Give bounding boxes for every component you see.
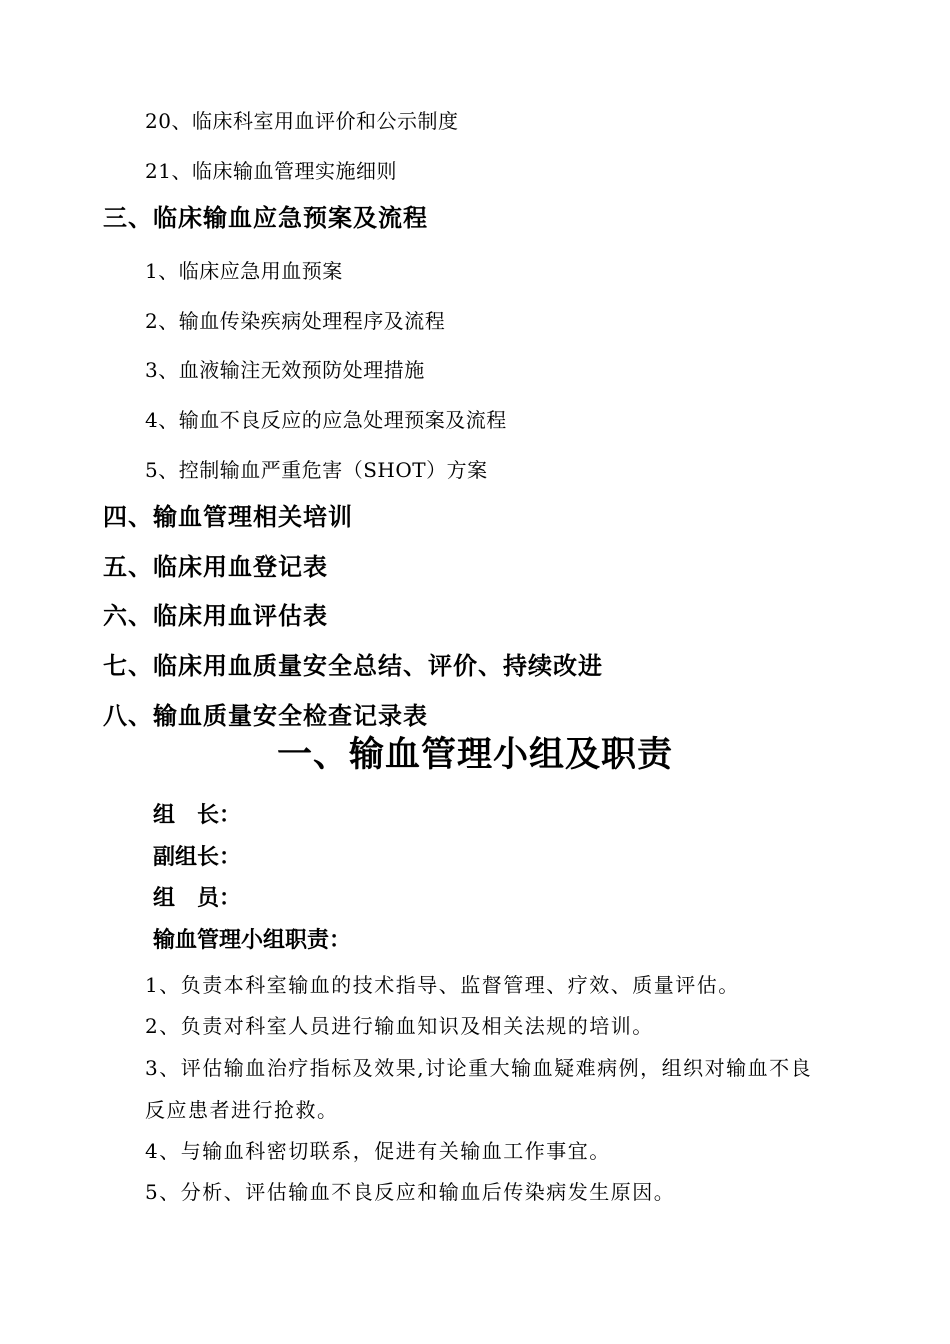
toc-item-21: 21、临床输血管理实施细则 [145,159,397,183]
duty-item-4: 4、与输血科密切联系，促进有关输血工作事宜。 [145,1139,611,1163]
group-members-label: 组 员： [153,885,242,911]
duty-item-5: 5、分析、评估输血不良反应和输血后传染病发生原因。 [145,1180,676,1204]
deputy-leader-label: 副组长： [153,844,242,870]
toc-section-5: 五、临床用血登记表 [103,552,328,581]
toc-section-3-item-3: 3、血液输注无效预防处理措施 [145,358,425,382]
toc-section-3-item-4: 4、输血不良反应的应急处理预案及流程 [145,408,507,432]
toc-section-3-item-2: 2、输血传染疾病处理程序及流程 [145,309,446,333]
toc-item-20: 20、临床科室用血评价和公示制度 [145,109,459,133]
toc-section-8: 八、输血质量安全检查记录表 [103,701,428,730]
toc-section-4: 四、输血管理相关培训 [103,502,353,531]
toc-section-6: 六、临床用血评估表 [103,601,328,630]
toc-section-3-item-5: 5、控制输血严重危害（SHOT）方案 [145,458,488,482]
toc-section-3-item-1: 1、临床应急用血预案 [145,259,343,283]
toc-section-7: 七、临床用血质量安全总结、评价、持续改进 [103,651,603,680]
toc-section-3: 三、临床输血应急预案及流程 [103,203,428,232]
duty-item-3: 3、评估输血治疗指标及效果,讨论重大输血疑难病例，组织对输血不良反应患者进行抢救。 [145,1056,813,1122]
group-leader-label: 组 长： [153,802,242,828]
duties-heading: 输血管理小组职责： [153,927,352,953]
duty-item-1: 1、负责本科室输血的技术指导、监督管理、疗效、质量评估。 [145,973,740,997]
chapter-title: 一、输血管理小组及职责 [276,735,673,775]
duty-item-2: 2、负责对科室人员进行输血知识及相关法规的培训。 [145,1014,654,1038]
